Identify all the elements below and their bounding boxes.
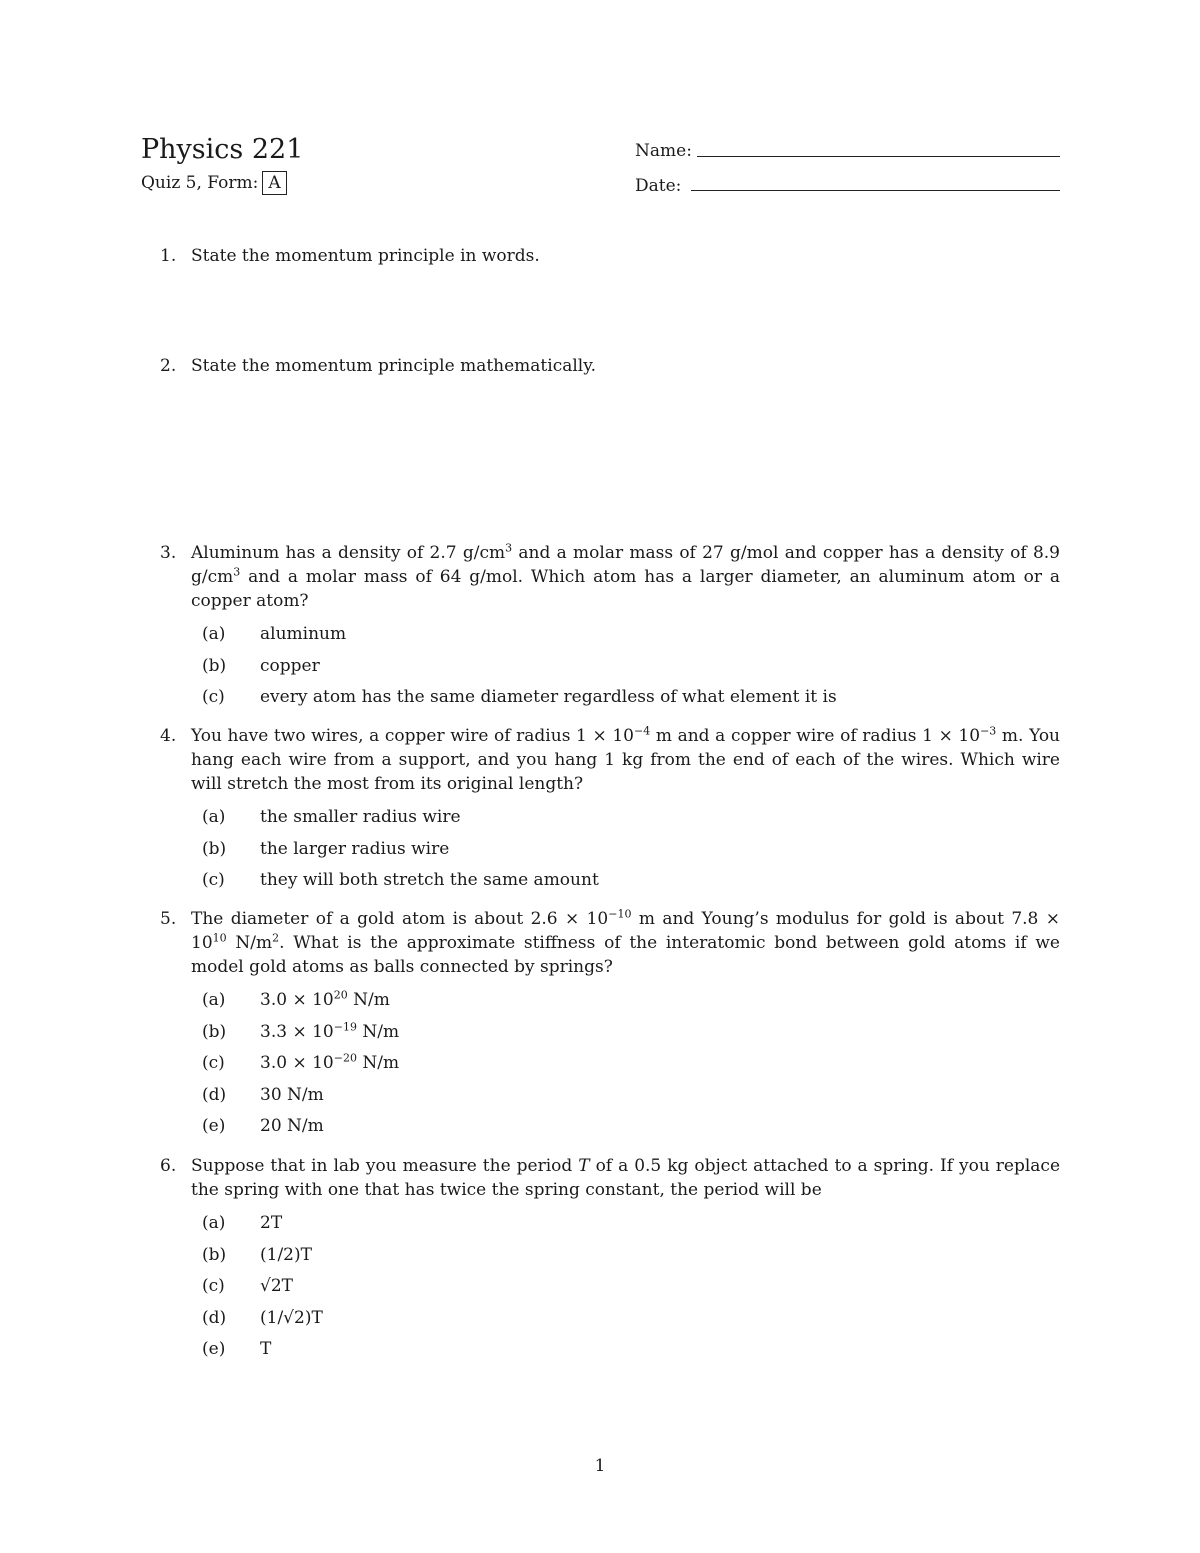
question-3 xyxy=(160,541,1060,717)
option-label: (a) xyxy=(202,1213,226,1233)
option-text: (1/2)T xyxy=(260,1244,312,1265)
option-label: (b) xyxy=(202,655,227,676)
option-text: 30 N/m xyxy=(260,1084,324,1105)
option-c[interactable] xyxy=(202,1274,1060,1306)
option-d[interactable] xyxy=(202,1083,1060,1115)
option-text: $3.0 \times 10^{-20}$ N/m xyxy=(260,1051,400,1073)
question-6 xyxy=(160,1154,1060,1369)
option-text: √2T xyxy=(260,1276,293,1296)
option-text: aluminum xyxy=(260,624,347,644)
quiz-form-line xyxy=(141,171,287,195)
question-number: 3. xyxy=(160,543,177,563)
option-list xyxy=(202,622,1060,717)
option-a[interactable] xyxy=(202,805,1060,837)
form-box: A xyxy=(262,171,286,195)
question-4 xyxy=(160,724,1060,900)
option-text: copper xyxy=(260,655,320,676)
question-text: State the momentum principle mathematically. xyxy=(191,356,596,376)
option-b[interactable] xyxy=(202,654,1060,686)
option-label: (b) xyxy=(202,1244,227,1265)
option-label: (c) xyxy=(202,1276,225,1296)
option-list xyxy=(202,805,1060,900)
option-list xyxy=(202,1211,1060,1369)
quiz-label: Quiz 5, Form: xyxy=(141,173,259,193)
option-c[interactable] xyxy=(202,685,1060,717)
question-1 xyxy=(160,244,1060,268)
question-5 xyxy=(160,907,1060,1146)
option-a[interactable] xyxy=(202,1211,1060,1243)
option-text: the larger radius wire xyxy=(260,838,450,859)
option-b[interactable] xyxy=(202,1243,1060,1275)
name-label: Name: xyxy=(635,141,692,161)
option-text: T xyxy=(260,1339,272,1359)
question-text: Suppose that in lab you measure the period T of a 0.5 kg object attached to a spring. If you replace the spring with one that has twice the spring constant, the period will be xyxy=(191,1156,1061,1200)
question-number: 1. xyxy=(160,246,177,266)
option-label: (a) xyxy=(202,807,226,827)
option-c[interactable] xyxy=(202,1051,1060,1083)
option-label: (d) xyxy=(202,1084,227,1105)
question-text: The diameter of a gold atom is about $2.6 \times 10^{-10}$ m and Young’s modulus for gold is about $7.8 \times 10^{10}$ $N/m^2$. What is the approximate stiffness of the interatomic bond between gold atoms if we model gold atoms as balls connected by springs? xyxy=(191,907,1060,977)
option-label: (c) xyxy=(202,870,225,890)
question-text: Aluminum has a density of 2.7 $g/cm^3$ and a molar mass of 27 g/mol and copper has a density of 8.9 $g/cm^3$ and a molar mass of 64 g/mol. Which atom has a larger diameter, an aluminum atom or a copper atom? xyxy=(191,541,1060,611)
option-a[interactable] xyxy=(202,622,1060,654)
question-number: 6. xyxy=(160,1156,177,1176)
option-c[interactable] xyxy=(202,868,1060,900)
question-text: You have two wires, a copper wire of radius $1 \times 10^{-4}$ m and a copper wire of radius $1 \times 10^{-3}$ m. You hang each wire from a support, and you hang 1 kg from the end of each of the wires. Which wire will stretch the most from its original length? xyxy=(191,724,1061,794)
option-text: they will both stretch the same amount xyxy=(260,870,599,890)
option-text: the smaller radius wire xyxy=(260,807,461,827)
question-2 xyxy=(160,354,1060,378)
option-b[interactable] xyxy=(202,837,1060,869)
option-e[interactable] xyxy=(202,1114,1060,1146)
option-label: (c) xyxy=(202,1053,225,1073)
option-b[interactable] xyxy=(202,1020,1060,1052)
option-label: (e) xyxy=(202,1116,226,1136)
question-number: 4. xyxy=(160,726,177,746)
option-label: (e) xyxy=(202,1339,226,1359)
question-number: 2. xyxy=(160,356,177,376)
option-text: 2T xyxy=(260,1213,283,1233)
option-text: (1/√2)T xyxy=(260,1307,323,1328)
option-label: (c) xyxy=(202,687,225,707)
option-label: (a) xyxy=(202,624,226,644)
option-text: $3.3 \times 10^{-19}$ N/m xyxy=(260,1019,400,1042)
option-label: (a) xyxy=(202,990,226,1010)
option-label: (b) xyxy=(202,838,227,859)
date-field[interactable] xyxy=(691,190,1060,191)
option-text: 20 N/m xyxy=(260,1116,324,1136)
question-text: State the momentum principle in words. xyxy=(191,246,540,266)
option-text: $3.0 \times 10^{20}$ N/m xyxy=(260,988,390,1010)
option-label: (b) xyxy=(202,1021,227,1042)
option-label: (d) xyxy=(202,1307,227,1328)
question-number: 5. xyxy=(160,909,177,929)
page-number: 1 xyxy=(594,1456,606,1476)
date-label: Date: xyxy=(635,176,682,196)
course-title: Physics 221 xyxy=(141,134,304,165)
option-e[interactable] xyxy=(202,1337,1060,1369)
name-field[interactable] xyxy=(697,156,1060,157)
option-a[interactable] xyxy=(202,988,1060,1020)
option-list xyxy=(202,988,1060,1146)
option-text: every atom has the same diameter regardless of what element it is xyxy=(260,687,837,707)
option-d[interactable] xyxy=(202,1306,1060,1338)
